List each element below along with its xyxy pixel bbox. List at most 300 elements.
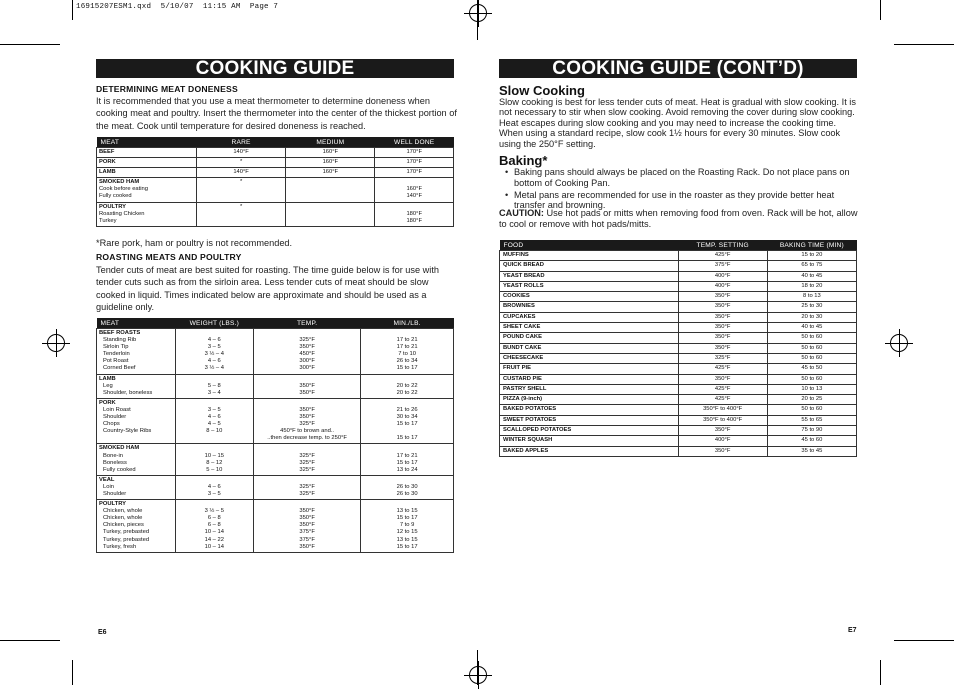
minutes-cell-value: 30 to 34 [396, 414, 418, 421]
caution-body: Use hot pads or mitts when removing food from oven. Rack will be hot, allow to cool or remove with hot pads/mitts. [499, 208, 858, 229]
food-cell [500, 333, 679, 343]
weight-cell-value: 14 – 22 [204, 536, 224, 543]
medium-cell [286, 202, 375, 226]
food-name: COOKIES [503, 293, 530, 300]
weight-cell-value [178, 435, 252, 442]
meat-group-name: LAMB [99, 375, 116, 382]
food-cell [500, 384, 679, 394]
spacer [256, 501, 358, 508]
temp-setting-cell: 350°F [678, 374, 767, 384]
baking-heading: Baking* [499, 153, 548, 168]
meat-group-cell [97, 374, 176, 398]
spacer [256, 445, 358, 452]
crop-mark [0, 640, 60, 641]
meat-cut: Pot Roast [103, 358, 129, 365]
weight-cell-value: 3 – 5 [207, 406, 221, 413]
meat-cut: Sirloin Tip [103, 344, 129, 351]
food-cell [500, 251, 679, 261]
temp-cell-value: 325°F [299, 483, 315, 490]
rare-cell: 140°F [196, 168, 285, 178]
spacer [256, 376, 358, 383]
meat-group-name: PORK [99, 399, 116, 406]
table-row [97, 329, 454, 375]
table-row [500, 374, 857, 384]
meat-name: LAMB [99, 169, 116, 176]
food-name: POUND CAKE [503, 334, 542, 341]
weight-cell-value: 4 – 5 [207, 421, 221, 428]
food-cell [500, 323, 679, 333]
food-name: CUPCAKES [503, 313, 536, 320]
roasting-heading: ROASTING MEATS AND POULTRY [96, 252, 242, 262]
temp-cell-value: 300°F [299, 365, 315, 372]
table-row [97, 158, 454, 168]
table-row [97, 148, 454, 158]
food-cell [500, 271, 679, 281]
registration-mark [890, 334, 908, 352]
temp-setting-cell: 400°F [678, 271, 767, 281]
temp-cell-value: 375°F [299, 536, 315, 543]
food-name: BUNDT CAKE [503, 344, 542, 351]
temp-cell-value: 450°F to brown and.. [280, 428, 335, 435]
temp-cell-value: 350°F [299, 406, 315, 413]
rare-cell: * [196, 202, 285, 226]
meat-group-cell [97, 475, 176, 499]
weight-cell-value: 3 – 4 [207, 389, 221, 396]
temp-cell-value: 325°F [299, 452, 315, 459]
temp-setting-cell: 350°F [678, 323, 767, 333]
baking-time-cell: 20 to 30 [767, 312, 856, 322]
doneness-heading: DETERMINING MEAT DONENESS [96, 84, 238, 94]
rare-cell: * [196, 178, 285, 202]
temp-setting-cell: 350°F to 400°F [678, 405, 767, 415]
table-row [97, 500, 454, 553]
spacer [363, 501, 451, 508]
meat-cut: Boneless [103, 459, 127, 466]
temp-cell-value: 350°F [299, 389, 315, 396]
page-number-right: E7 [848, 627, 857, 634]
food-name: CHEESECAKE [503, 354, 544, 361]
column-header: MEDIUM [286, 137, 375, 148]
table-row [500, 302, 857, 312]
table-row [500, 281, 857, 291]
minutes-cell [361, 475, 454, 499]
crop-mark [72, 0, 73, 20]
meat-subtype: Cook before eating Fully cooked [99, 186, 148, 200]
food-cell [500, 364, 679, 374]
weight-cell-value: 5 – 8 [207, 382, 221, 389]
weight-cell [175, 475, 254, 499]
minutes-cell-value: 26 to 30 [396, 490, 418, 497]
well-done-cell: 170°F [375, 148, 454, 158]
roasting-text: Tender cuts of meat are best suited for roasting. The time guide below is for use with tender cuts such as from the sirloin area. Less tender cuts of meat should be slow cooked in liquid. Times indicated below are approximate and should be used as a guideline only. [96, 265, 440, 312]
temp-cell-value: 325°F [299, 459, 315, 466]
baking-time-cell: 15 to 20 [767, 251, 856, 261]
meat-group-name: VEAL [99, 476, 115, 483]
food-cell [500, 261, 679, 271]
weight-cell-value: 4 – 6 [207, 483, 221, 490]
table-row [97, 168, 454, 178]
table-row [500, 261, 857, 271]
spacer [178, 330, 252, 337]
meat-subtype: Roasting Chicken Turkey [99, 210, 145, 224]
table-row [97, 475, 454, 499]
temp-setting-cell: 425°F [678, 364, 767, 374]
slow-cooking-heading: Slow Cooking [499, 83, 585, 98]
meat-cut: Fully cooked [103, 466, 136, 473]
baking-bullets [499, 167, 861, 212]
baking-table [499, 240, 857, 457]
weight-cell-value: 3 ½ – 4 [204, 351, 224, 358]
minutes-cell-value: 17 to 21 [396, 452, 418, 459]
baking-time-cell: 50 to 60 [767, 353, 856, 363]
meat-group-cell [97, 444, 176, 475]
crop-mark [880, 660, 881, 685]
column-header: MIN./LB. [361, 318, 454, 329]
food-name: PIZZA (9-inch) [503, 396, 543, 403]
minutes-cell-value: 26 to 34 [396, 358, 418, 365]
meat-group-name: BEEF ROASTS [99, 330, 141, 336]
temp-cell [254, 398, 361, 444]
temp-cell-value: 450°F [299, 351, 315, 358]
meat-cell [97, 168, 197, 178]
crop-mark [0, 44, 60, 45]
temp-cell-value: 300°F [299, 358, 315, 365]
temp-cell [254, 475, 361, 499]
baking-time-cell: 18 to 20 [767, 281, 856, 291]
food-name: PASTRY SHELL [503, 385, 547, 392]
minutes-cell-value: 7 to 10 [398, 351, 416, 358]
table-row [500, 251, 857, 261]
temp-cell-value: 350°F [299, 543, 315, 550]
food-name: FRUIT PIE [503, 365, 532, 372]
meat-name: POULTRY [99, 203, 127, 210]
meat-cut: Turkey, fresh [103, 543, 137, 550]
minutes-cell-value: 15 to 17 [396, 435, 418, 442]
roasting-table [96, 318, 454, 553]
weight-cell [175, 444, 254, 475]
food-cell [500, 415, 679, 425]
baking-time-cell: 35 to 45 [767, 446, 856, 456]
minutes-cell [361, 374, 454, 398]
baking-time-cell: 20 to 25 [767, 395, 856, 405]
food-cell [500, 426, 679, 436]
minutes-cell-value: 15 to 17 [396, 365, 418, 372]
rare-cell: 140°F [196, 148, 285, 158]
table-row [500, 343, 857, 353]
temp-cell-value: 350°F [299, 382, 315, 389]
temp-cell-value: 375°F [299, 529, 315, 536]
food-cell [500, 281, 679, 291]
table-row [500, 415, 857, 425]
temp-setting-cell: 350°F [678, 426, 767, 436]
baking-time-cell: 50 to 60 [767, 343, 856, 353]
spacer [363, 445, 451, 452]
weight-cell-value: 5 – 10 [206, 466, 223, 473]
meat-name: PORK [99, 159, 116, 166]
temp-setting-cell: 350°F [678, 302, 767, 312]
weight-cell-value: 10 – 14 [204, 543, 224, 550]
minutes-cell-value: 17 to 21 [396, 337, 418, 344]
spacer [256, 477, 358, 484]
weight-cell-value: 6 – 8 [207, 522, 221, 529]
weight-cell-value: 8 – 10 [206, 428, 223, 435]
doneness-text: It is recommended that you use a meat thermometer to determine doneness when cooking meat and poultry. Insert the thermometer into the center of the thickest portion of the meat. Cook until temperature for desired doneness is reached. [96, 96, 457, 131]
spacer [256, 330, 358, 337]
food-cell [500, 312, 679, 322]
table-row [97, 178, 454, 202]
column-header: TEMP. SETTING [678, 240, 767, 251]
registration-mark [469, 4, 487, 22]
temp-cell-value: 325°F [299, 466, 315, 473]
temp-cell [254, 329, 361, 375]
food-name: CUSTARD PIE [503, 375, 542, 382]
minutes-cell-value: 13 to 15 [396, 536, 418, 543]
table-row [500, 405, 857, 415]
spacer [363, 477, 451, 484]
meat-cut: Loin Roast [103, 406, 131, 413]
minutes-cell-value: 26 to 30 [396, 483, 418, 490]
spacer [363, 330, 451, 337]
temp-setting-cell: 350°F [678, 333, 767, 343]
table-row [500, 271, 857, 281]
meat-cut: Country-Style Ribs [103, 428, 152, 435]
food-name: SHEET CAKE [503, 324, 541, 331]
temp-setting-cell: 425°F [678, 395, 767, 405]
weight-cell-value: 10 – 15 [204, 452, 224, 459]
medium-cell: 160°F [286, 168, 375, 178]
temp-setting-cell: 350°F [678, 292, 767, 302]
left-page-title: COOKING GUIDE [96, 59, 454, 78]
meat-cut: Chicken, whole [103, 515, 143, 522]
food-cell [500, 436, 679, 446]
temp-setting-cell: 375°F [678, 261, 767, 271]
temp-cell-value: 350°F [299, 344, 315, 351]
temp-setting-cell: 400°F [678, 436, 767, 446]
food-cell [500, 302, 679, 312]
food-cell [500, 374, 679, 384]
baking-time-cell: 45 to 50 [767, 364, 856, 374]
meat-cut: Leg [103, 382, 113, 389]
table-row [500, 395, 857, 405]
food-name: WINTER SQUASH [503, 437, 553, 444]
spacer [363, 376, 451, 383]
meat-group-name: POULTRY [99, 501, 127, 508]
temp-setting-cell: 350°F to 400°F [678, 415, 767, 425]
food-name: SCALLOPED POTATOES [503, 427, 572, 434]
baking-time-cell: 40 to 45 [767, 271, 856, 281]
well-done-cell: 170°F [375, 158, 454, 168]
weight-cell-value: 4 – 6 [207, 337, 221, 344]
temp-cell-value: 350°F [299, 508, 315, 515]
temp-setting-cell: 350°F [678, 343, 767, 353]
meat-group-cell [97, 398, 176, 444]
minutes-cell-value: 15 to 17 [396, 421, 418, 428]
weight-cell [175, 329, 254, 375]
food-name: QUICK BREAD [503, 262, 544, 269]
column-header: MEAT [97, 137, 197, 148]
temp-cell-value: ..then decrease temp. to 250°F [267, 435, 347, 442]
minutes-cell-value: 13 to 24 [396, 466, 418, 473]
crop-mark [72, 660, 73, 685]
spacer [178, 477, 252, 484]
baking-time-cell: 40 to 45 [767, 323, 856, 333]
file-slug: 16915207ESM1.qxd 5/10/07 11:15 AM Page 7 [76, 3, 279, 11]
table-row [97, 444, 454, 475]
spacer [363, 400, 451, 407]
spacer [178, 400, 252, 407]
meat-group-cell [97, 329, 176, 375]
food-name: MUFFINS [503, 252, 529, 258]
column-header: WEIGHT (LBS.) [175, 318, 254, 329]
weight-cell [175, 398, 254, 444]
medium-cell: 160°F [286, 158, 375, 168]
minutes-cell-value: 21 to 26 [396, 406, 418, 413]
food-cell [500, 353, 679, 363]
bullet-item: • Baking pans should always be placed on the Roasting Rack. Do not place pans on bottom of Cooking Pan. [499, 167, 861, 189]
spacer [178, 376, 252, 383]
baking-time-cell: 50 to 60 [767, 405, 856, 415]
meat-cut: Shoulder [103, 414, 127, 421]
caution-text [499, 208, 861, 229]
minutes-cell [361, 500, 454, 553]
food-cell [500, 446, 679, 456]
weight-cell-value: 3 ½ – 4 [204, 365, 224, 372]
temp-cell [254, 444, 361, 475]
weight-cell-value: 3 ½ – 5 [204, 508, 224, 515]
rare-cell: * [196, 158, 285, 168]
table-row [500, 333, 857, 343]
weight-cell-value: 6 – 8 [207, 515, 221, 522]
temp-setting-cell: 325°F [678, 353, 767, 363]
minutes-cell-value: 15 to 17 [396, 543, 418, 550]
column-header: BAKING TIME (MIN) [767, 240, 856, 251]
baking-time-cell: 8 to 13 [767, 292, 856, 302]
rare-note: *Rare pork, ham or poultry is not recommended. [96, 238, 293, 248]
page-number-left: E6 [98, 629, 107, 636]
weight-cell-value: 8 – 12 [206, 459, 223, 466]
table-row [500, 426, 857, 436]
baking-time-cell: 50 to 60 [767, 374, 856, 384]
temp-cell [254, 374, 361, 398]
table-row [500, 323, 857, 333]
meat-cut: Shoulder, boneless [103, 389, 153, 396]
table-row [500, 384, 857, 394]
baking-time-cell: 10 to 13 [767, 384, 856, 394]
minutes-cell-value: 7 to 9 [399, 522, 415, 529]
baking-time-cell: 50 to 60 [767, 333, 856, 343]
medium-cell [286, 178, 375, 202]
meat-cut: Loin [103, 483, 114, 490]
well-done-cell: 180°F 180°F [375, 202, 454, 226]
meat-cut: Bone-in [103, 452, 123, 459]
meat-cut: Turkey, prebasted [103, 529, 150, 536]
temp-setting-cell: 350°F [678, 312, 767, 322]
meat-cut: Standing Rib [103, 337, 137, 344]
temp-cell-value: 325°F [299, 337, 315, 344]
meat-cut: Chicken, pieces [103, 522, 144, 529]
temp-cell-value: 325°F [299, 490, 315, 497]
meat-cut: Chicken, whole [103, 508, 143, 515]
food-cell [500, 405, 679, 415]
column-header: MEAT [97, 318, 176, 329]
baking-time-cell: 55 to 65 [767, 415, 856, 425]
temp-cell-value: 325°F [299, 421, 315, 428]
spacer [256, 400, 358, 407]
food-name: YEAST BREAD [503, 272, 545, 279]
minutes-cell [361, 444, 454, 475]
table-row [500, 312, 857, 322]
temp-cell-value: 350°F [299, 414, 315, 421]
minutes-cell-value: 20 to 22 [396, 382, 418, 389]
right-page-title: COOKING GUIDE (CONT’D) [499, 59, 857, 78]
meat-cell [97, 158, 197, 168]
weight-cell-value: 3 – 5 [207, 490, 221, 497]
caution-label: CAUTION: [499, 208, 544, 218]
meat-cell [97, 202, 197, 226]
registration-mark [469, 666, 487, 684]
weight-cell-value: 10 – 14 [204, 529, 224, 536]
table-row [97, 374, 454, 398]
medium-cell: 160°F [286, 148, 375, 158]
minutes-cell-value: 17 to 21 [396, 344, 418, 351]
meat-cell [97, 178, 197, 202]
crop-mark [894, 640, 954, 641]
meat-cell [97, 148, 197, 158]
well-done-cell: 160°F 140°F [375, 178, 454, 202]
temp-setting-cell: 400°F [678, 281, 767, 291]
table-row [500, 364, 857, 374]
weight-cell [175, 500, 254, 553]
temp-setting-cell: 425°F [678, 384, 767, 394]
meat-cut: Turkey, prebasted [103, 536, 150, 543]
temp-setting-cell: 350°F [678, 446, 767, 456]
meat-name: BEEF [99, 149, 115, 155]
bullet-item: • Metal pans are recommended for use in the roaster as they provide better heat transfer and browning. [499, 190, 861, 212]
food-name: YEAST ROLLS [503, 282, 544, 289]
table-row [97, 202, 454, 226]
slow-cooking-text: Slow cooking is best for less tender cuts of meat. Heat is gradual with slow cooking. It is not necessary to stir when slow cooking. Avoid removing the cover during slow cooking. Heat escapes during slow cooking and you may need to increase the cooking time. When using a standard recipe, slow cook 1½ hours for every 30 minutes. Slow cook using the 250°F setting. [499, 97, 856, 149]
minutes-cell-value: 13 to 15 [396, 508, 418, 515]
food-name: BROWNIES [503, 303, 535, 310]
meat-cut: Corned Beef [103, 365, 136, 372]
table-row [500, 292, 857, 302]
spacer [178, 445, 252, 452]
table-row [500, 353, 857, 363]
table-row [97, 398, 454, 444]
minutes-cell [361, 398, 454, 444]
weight-cell-value: 4 – 6 [207, 414, 221, 421]
meat-cut [99, 435, 173, 442]
doneness-table [96, 137, 454, 227]
baking-time-cell: 25 to 30 [767, 302, 856, 312]
minutes-cell-value: 12 to 15 [396, 529, 418, 536]
temp-setting-cell: 425°F [678, 251, 767, 261]
table-row [500, 446, 857, 456]
minutes-cell-value [363, 428, 451, 435]
baking-time-cell: 75 to 90 [767, 426, 856, 436]
temp-cell-value: 350°F [299, 522, 315, 529]
food-name: BAKED POTATOES [503, 406, 557, 413]
meat-cut: Tenderloin [103, 351, 130, 358]
column-header: WELL DONE [375, 137, 454, 148]
food-cell [500, 292, 679, 302]
baking-time-cell: 45 to 60 [767, 436, 856, 446]
minutes-cell-value: 20 to 22 [396, 389, 418, 396]
registration-mark [47, 334, 65, 352]
weight-cell-value: 4 – 6 [207, 358, 221, 365]
food-name: SWEET POTATOES [503, 416, 557, 423]
meat-group-cell [97, 500, 176, 553]
